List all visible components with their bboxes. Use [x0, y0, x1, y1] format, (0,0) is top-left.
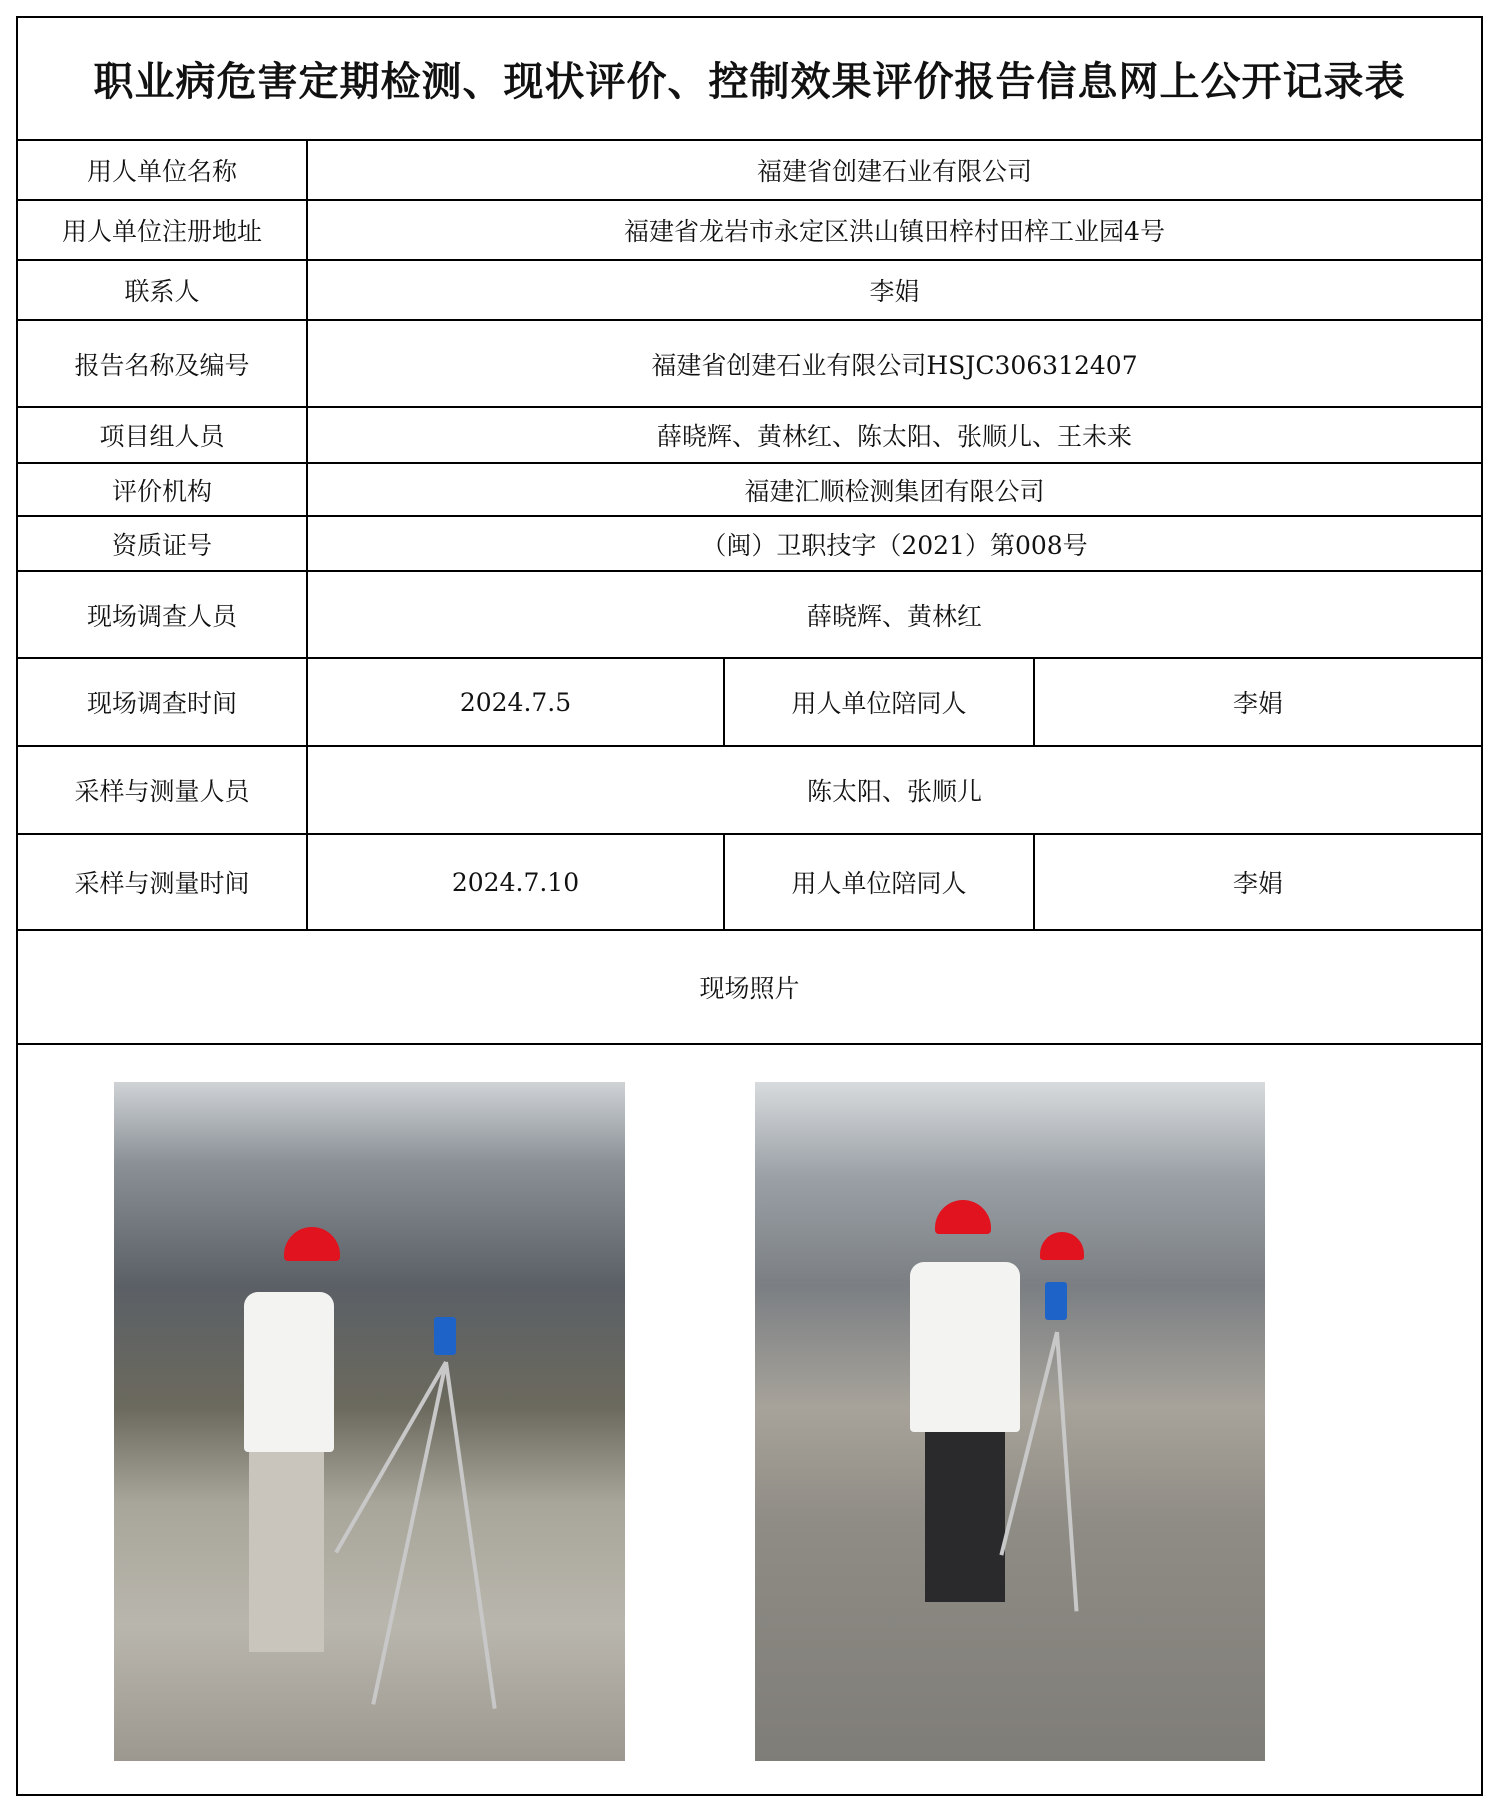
hard-hat	[284, 1227, 340, 1261]
employer-name-value: 福建省创建石业有限公司	[756, 157, 1032, 186]
agency-value: 福建汇顺检测集团有限公司	[744, 476, 1045, 506]
tripod-leg	[371, 1362, 448, 1705]
site-photo-1	[114, 1082, 625, 1761]
employer-address-label: 用人单位注册地址	[61, 217, 262, 246]
site-photo-2	[755, 1082, 1265, 1761]
survey-companion-value: 李娟	[1232, 689, 1283, 718]
survey-time-label: 现场调查时间	[86, 689, 237, 718]
report-value: 福建省创建石业有限公司HSJC306312407	[651, 350, 1138, 380]
survey-staff-label: 现场调查人员	[86, 601, 237, 631]
sound-meter	[434, 1317, 456, 1355]
sound-meter	[1045, 1282, 1067, 1320]
contact-label: 联系人	[124, 277, 200, 306]
tripod-leg	[444, 1362, 497, 1709]
sampling-staff-value: 陈太阳、张顺儿	[806, 777, 982, 806]
survey-staff-value: 薛晓辉、黄林红	[806, 601, 982, 631]
sampling-time-value: 2024.7.10	[451, 867, 580, 897]
sampling-companion-value: 李娟	[1232, 869, 1283, 898]
survey-companion-label: 用人单位陪同人	[791, 689, 967, 718]
sampling-time-label: 采样与测量时间	[74, 869, 250, 898]
team-value: 薛晓辉、黄林红、陈太阳、张顺儿、王未来	[656, 422, 1132, 451]
team-label: 项目组人员	[99, 422, 225, 451]
survey-time-value: 2024.7.5	[459, 687, 572, 717]
worker	[244, 1292, 334, 1452]
divider	[16, 1043, 1483, 1045]
cert-label: 资质证号	[111, 530, 212, 560]
contact-value: 李娟	[869, 277, 920, 306]
page-title: 职业病危害定期检测、现状评价、控制效果评价报告信息网上公开记录表	[93, 58, 1406, 105]
report-label: 报告名称及编号	[74, 350, 250, 380]
hard-hat	[935, 1200, 991, 1234]
tripod-leg	[334, 1361, 447, 1554]
hard-hat	[1040, 1232, 1084, 1260]
sampling-staff-label: 采样与测量人员	[74, 777, 250, 806]
worker-legs	[925, 1432, 1005, 1602]
sampling-companion-label: 用人单位陪同人	[791, 869, 967, 898]
tripod-leg	[1055, 1332, 1079, 1612]
worker-legs	[249, 1452, 324, 1652]
employer-address-value: 福建省龙岩市永定区洪山镇田梓村田梓工业园4号	[624, 217, 1165, 246]
agency-label: 评价机构	[111, 476, 212, 506]
cert-value: （闽）卫职技字（2021）第008号	[701, 530, 1088, 560]
worker	[910, 1262, 1020, 1432]
photos-label: 现场照片	[699, 974, 800, 1003]
employer-name-label: 用人单位名称	[86, 157, 237, 186]
